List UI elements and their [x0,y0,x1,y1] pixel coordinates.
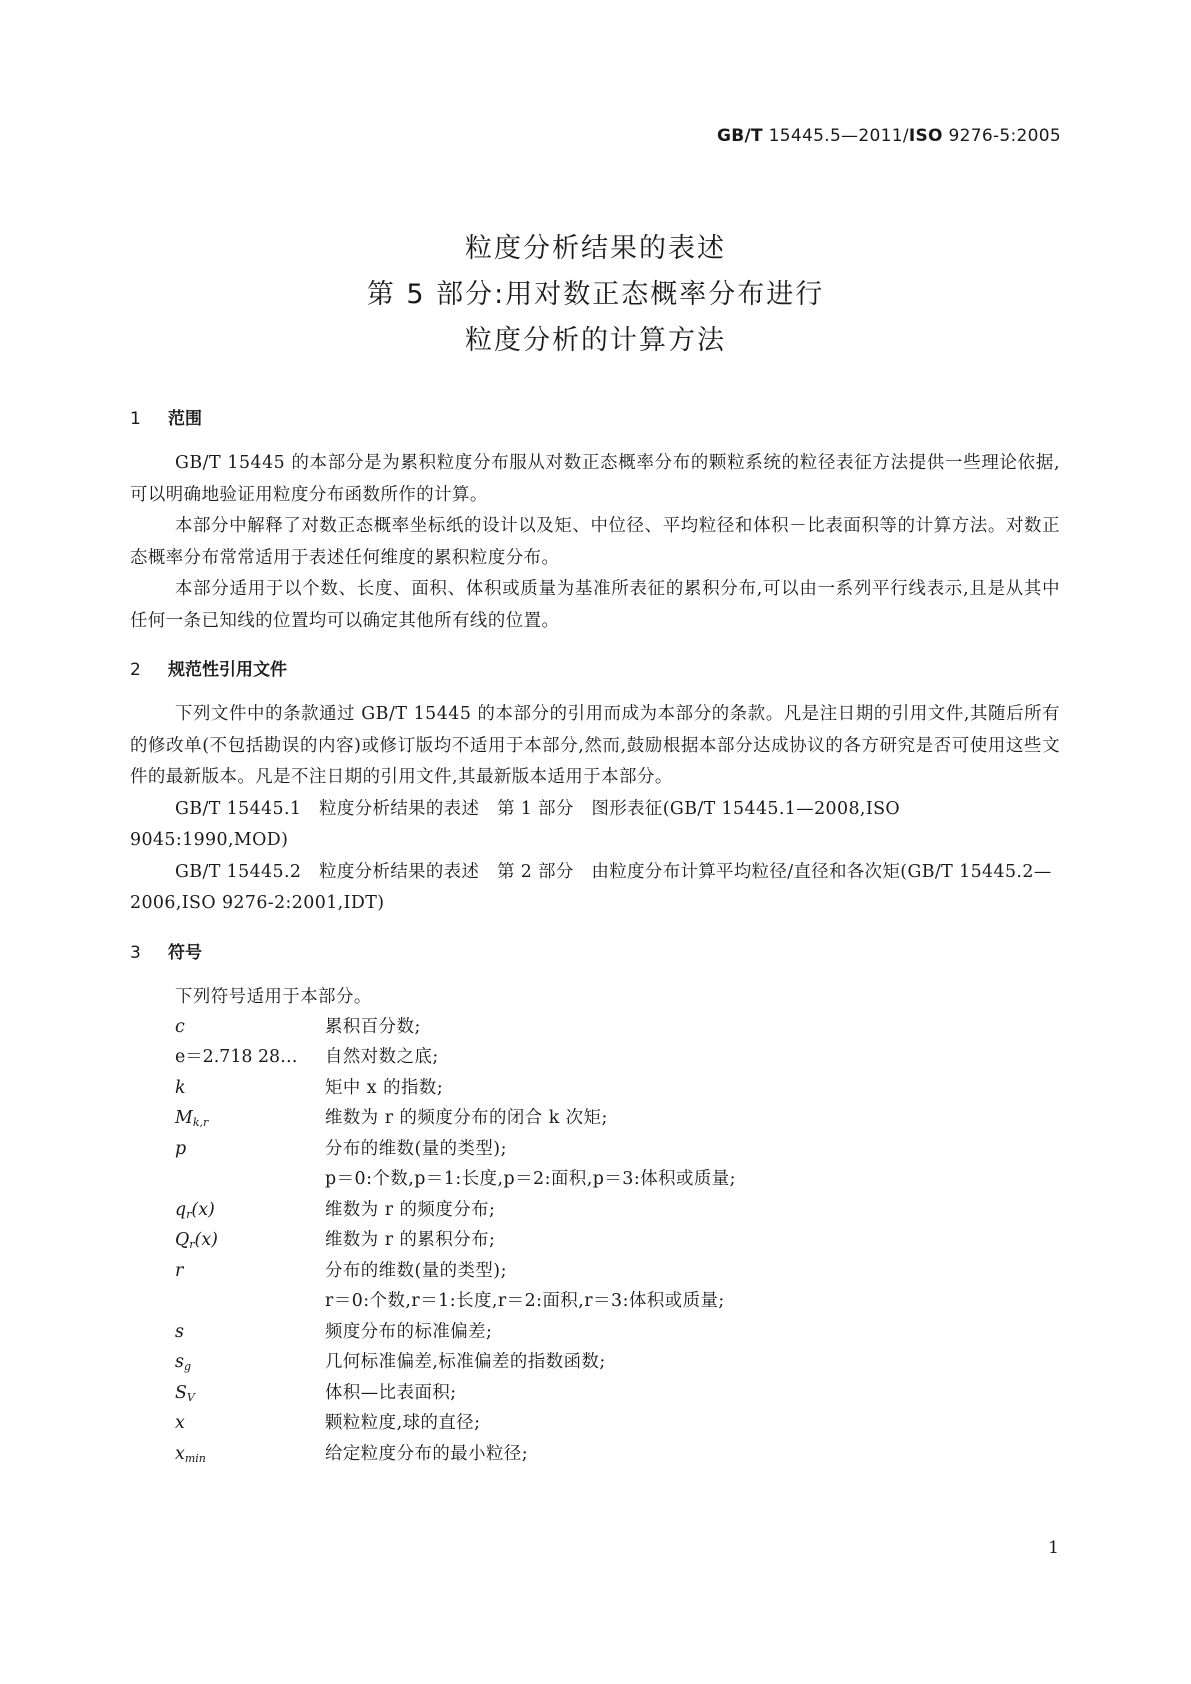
references-paragraph: 下列文件中的条款通过 GB/T 15445 的本部分的引用而成为本部分的条款。凡是注日期的引用文件,其随后所有的修改单(不包括勘误的内容)或修订版均不适用于本部分,然而,鼓励根据本部分达成协议的各方研究是否可使用这些文件的最新版本。凡是不注日期的引用文件,其最新版本适用于本部分。 [130,704,1060,787]
symbol-definition: 给定粒度分布的最小粒径; [325,1443,529,1464]
symbol-key: $q_r(x)$ [175,1199,215,1221]
title-line-2: 第 5 部分:用对数正态概率分布进行 [366,279,825,310]
symbol-definition: 维数为 r 的累积分布; [325,1230,496,1250]
reference-item: GB/T 15445.1 粒度分析结果的表述 第 1 部分 图形表征(GB/T 15445.1—2008,ISO 9045:1990,MOD) [130,798,901,850]
symbol-key: r [175,1260,184,1281]
page-number: 1 [1048,1538,1059,1558]
symbol-key: $S_V$ [175,1382,195,1404]
symbol-row [130,1378,1060,1409]
symbol-definition: 颗粒粒度,球的直径; [325,1413,481,1433]
symbol-row [130,1256,1060,1287]
symbol-key: $s_g$ [175,1352,191,1373]
symbol-row [130,1042,1060,1073]
symbol-definition-continued: p＝0:个数,p＝1:长度,p＝2:面积,p＝3:体积或质量; [325,1169,737,1189]
symbol-key: $M_{k,r}$ [175,1108,209,1129]
symbol-row [130,1286,1060,1317]
symbols-list [130,982,1060,1470]
symbol-key-empty [130,1164,325,1195]
standard-code-iso-number: 9276-5:2005 [942,126,1061,146]
symbol-row [130,1134,1060,1165]
symbol-definition: 矩中 x 的指数; [325,1077,444,1098]
section-heading-scope: 1 范围 [130,409,202,429]
scope-paragraph: GB/T 15445 的本部分是为累积粒度分布服从对数正态概率分布的颗粒系统的粒径表征方法提供一些理论依据,可以明确地验证用粒度分布函数所作的计算。 [130,453,1060,505]
symbol-row [130,1225,1060,1256]
symbol-definition: 分布的维数(量的类型); [325,1138,507,1159]
symbol-key: c [175,1016,185,1037]
symbol-definition: 几何标准偏差,标准偏差的指数函数; [325,1352,606,1372]
symbol-row [130,1195,1060,1226]
standard-code-number: 15445.5—2011/ [762,126,909,146]
symbol-definition: 自然对数之底; [325,1047,439,1067]
symbol-key: s [175,1321,184,1342]
scope-paragraph: 本部分中解释了对数正态概率坐标纸的设计以及矩、中位径、平均粒径和体积－比表面积等的计算方法。对数正态概率分布常常适用于表述任何维度的累积粒度分布。 [130,516,1060,568]
symbol-key: k [175,1077,186,1098]
symbol-key: x [175,1413,185,1433]
symbol-definition: 累积百分数; [325,1016,421,1037]
symbol-definition: 维数为 r 的频度分布; [325,1199,496,1220]
symbol-definition: 维数为 r 的频度分布的闭合 k 次矩; [325,1108,608,1128]
symbol-row [130,1439,1060,1470]
symbol-row [130,1164,1060,1195]
symbol-row [130,1347,1060,1378]
document-title [0,226,1191,364]
symbol-row [130,1073,1060,1104]
scope-paragraph: 本部分适用于以个数、长度、面积、体积或质量为基准所表征的累积分布,可以由一系列平行线表示,且是从其中任何一条已知线的位置均可以确定其他所有线的位置。 [130,579,1060,631]
symbol-definition-continued: r＝0:个数,r＝1:长度,r＝2:面积,r＝3:体积或质量; [325,1291,725,1311]
section-heading-normative-references: 2 规范性引用文件 [130,660,287,680]
symbol-row [130,1012,1060,1043]
symbol-definition: 分布的维数(量的类型); [325,1260,507,1281]
symbol-definition: 频度分布的标准偏差; [325,1321,493,1342]
standard-code-iso: ISO [908,126,943,146]
symbol-row [130,1408,1060,1439]
symbol-row [130,1317,1060,1348]
symbol-key: $Q_r(x)$ [175,1230,218,1251]
standard-code [717,126,1061,146]
section-heading-symbols: 3 符号 [130,942,202,963]
standard-code-prefix: GB/T [717,126,763,146]
symbol-key-empty [130,1286,325,1317]
document-body [130,404,1060,1469]
symbol-key: p [175,1138,187,1159]
symbol-definition: 体积—比表面积; [325,1382,457,1403]
symbols-intro: 下列符号适用于本部分。 [175,986,372,1007]
symbol-row [130,1103,1060,1134]
symbol-key: e＝2.718 28… [175,1047,298,1067]
reference-item: GB/T 15445.2 粒度分析结果的表述 第 2 部分 由粒度分布计算平均粒径/直径和各次矩(GB/T 15445.2—2006,ISO 9276-2:2001,IDT) [130,861,1052,913]
symbol-key: $x_{min}$ [175,1443,206,1465]
title-line-1: 粒度分析结果的表述 [465,233,726,264]
title-line-3: 粒度分析的计算方法 [465,325,726,356]
